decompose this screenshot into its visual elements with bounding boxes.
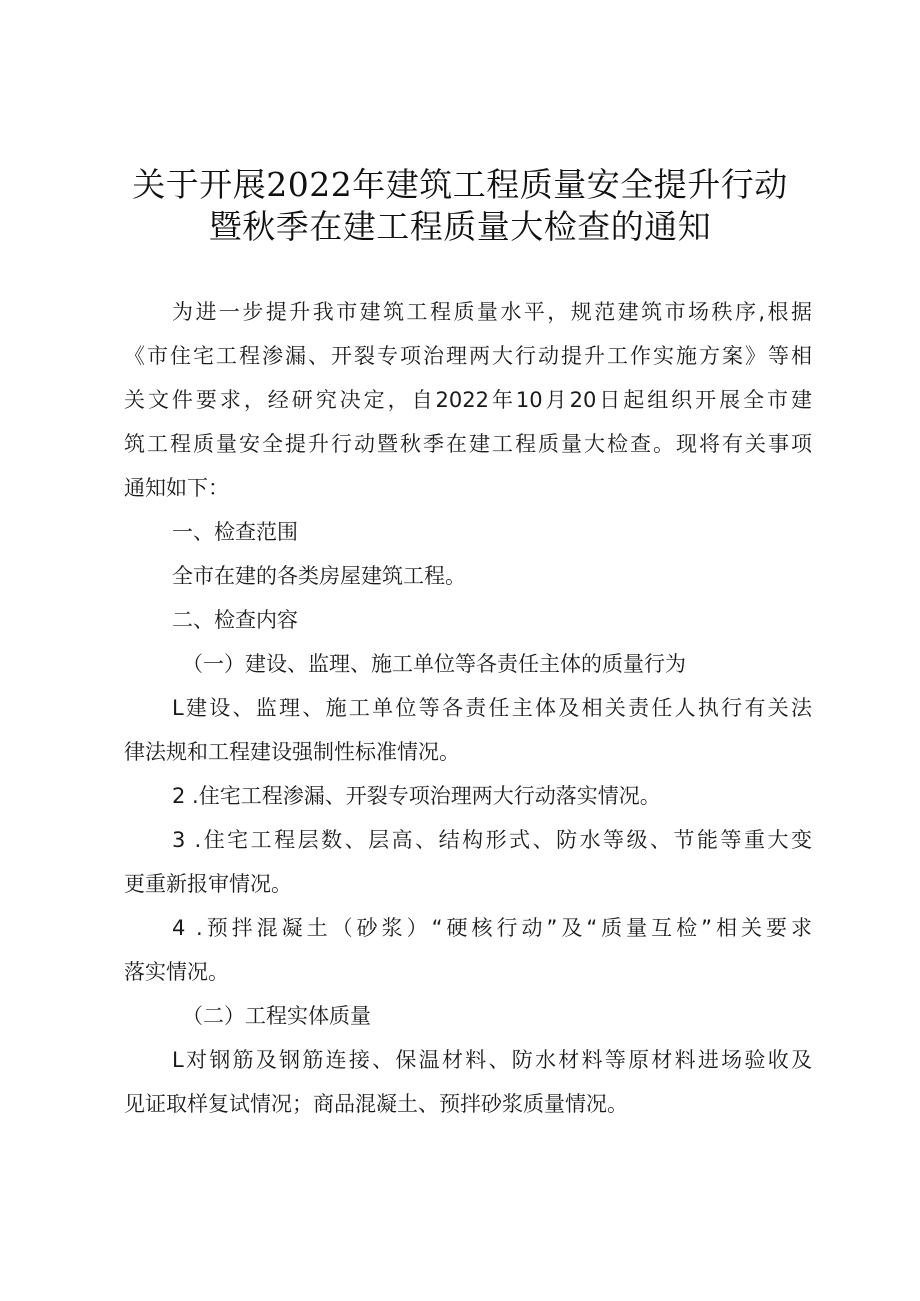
list-item: 2 .住宅工程渗漏、开裂专项治理两大行动落实情况。 [172,784,661,808]
intro-paragraph [124,290,812,510]
paragraph-line: 筑工程质量安全提升行动暨秋季在建工程质量大检查。现将有关事项 [124,432,812,456]
subsection-heading-physical-quality: （二）工程实体质量 [182,1004,371,1028]
paragraph-line: 落实情况。 [124,960,229,984]
paragraph-line: 3 .住宅工程层数、层高、结构形式、防水等级、节能等重大变 [172,828,812,852]
paragraph-line: 为进一步提升我市建筑工程质量水平，规范建筑市场秩序,根据 [172,300,812,324]
list-item [124,906,812,994]
document-body [124,290,812,1126]
paragraph-line: 通知如下： [124,476,229,500]
paragraph-line: 更重新报审情况。 [124,872,292,896]
list-item [124,1038,812,1126]
section-heading-scope: 一、检查范围 [172,520,298,544]
paragraph-line: L对钢筋及钢筋连接、保温材料、防水材料等原材料进场验收及 [172,1048,812,1072]
list-item [124,686,812,774]
paragraph-line: 《市住宅工程渗漏、开裂专项治理两大行动提升工作实施方案》等相 [124,344,812,368]
paragraph-line: 关文件要求，经研究决定，自2022年10月20日起组织开展全市建 [124,388,812,412]
list-item [124,818,812,906]
paragraph-line: 4 .预拌混凝土（砂浆）“硬核行动”及“质量互检”相关要求 [172,916,812,940]
section-heading-content: 二、检查内容 [172,608,298,632]
paragraph-line: 律法规和工程建设强制性标准情况。 [124,740,460,764]
paragraph-line: 见证取样复试情况；商品混凝土、预拌砂浆质量情况。 [124,1092,628,1116]
document-title-line-2: 暨秋季在建工程质量大检查的通知 [208,207,712,246]
document-title-line-1: 关于开展2022年建筑工程质量安全提升行动 [132,165,788,204]
subsection-heading-quality-behavior: （一）建设、监理、施工单位等各责任主体的质量行为 [182,652,686,676]
paragraph-line: L建设、监理、施工单位等各责任主体及相关责任人执行有关法 [172,696,812,720]
section-body-scope: 全市在建的各类房屋建筑工程。 [172,564,466,588]
